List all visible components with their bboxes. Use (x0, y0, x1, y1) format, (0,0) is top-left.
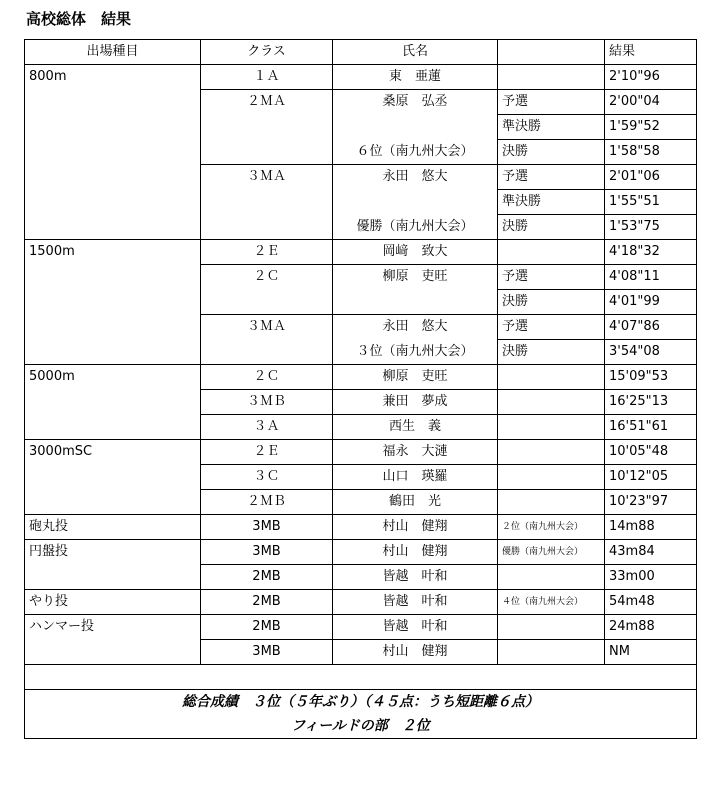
result-cell: 10'12"05 (605, 465, 697, 490)
name-cell: 優勝（南九州大会） (333, 215, 498, 240)
note-cell: 予選 (498, 315, 605, 340)
class-cell: ３Ａ (201, 415, 333, 440)
note-cell: 準決勝 (498, 115, 605, 140)
result-cell: 10'05"48 (605, 440, 697, 465)
note-cell (498, 490, 605, 515)
name-cell: 柳原 吏旺 (333, 365, 498, 390)
name-cell: 村山 健翔 (333, 540, 498, 565)
result-cell: 16'25"13 (605, 390, 697, 415)
name-cell: 西生 義 (333, 415, 498, 440)
class-cell (201, 190, 333, 215)
class-cell: 2MB (201, 590, 333, 615)
note-cell (498, 415, 605, 440)
note-cell (498, 640, 605, 665)
result-cell: 24m88 (605, 615, 697, 640)
result-cell: 16'51"61 (605, 415, 697, 440)
result-cell: 15'09"53 (605, 365, 697, 390)
name-cell: 柳原 吏旺 (333, 265, 498, 290)
name-cell: 東 亜蓮 (333, 65, 498, 90)
note-cell: 予選 (498, 265, 605, 290)
class-cell: ３ＭＡ (201, 315, 333, 340)
blank-cell (25, 665, 697, 690)
document-title: 高校総体 結果 (26, 10, 132, 28)
class-cell: 2MB (201, 565, 333, 590)
result-cell: 3'54"08 (605, 340, 697, 365)
note-cell: 予選 (498, 90, 605, 115)
name-cell: ６位（南九州大会） (333, 140, 498, 165)
result-cell: 33m00 (605, 565, 697, 590)
note-cell: 決勝 (498, 140, 605, 165)
note-cell (498, 65, 605, 90)
result-cell: 10'23"97 (605, 490, 697, 515)
class-cell: ２Ｅ (201, 440, 333, 465)
table-row (25, 65, 697, 90)
class-cell (201, 340, 333, 365)
note-cell: 決勝 (498, 215, 605, 240)
table-row (25, 240, 697, 265)
table-row (25, 515, 697, 540)
result-cell: 1'58"58 (605, 140, 697, 165)
class-cell (201, 290, 333, 315)
note-cell (498, 440, 605, 465)
table-row (25, 540, 697, 565)
event-cell: 砲丸投 (25, 515, 201, 540)
results-table (24, 39, 697, 739)
name-cell: 村山 健翔 (333, 515, 498, 540)
result-cell: 43m84 (605, 540, 697, 565)
header-note (498, 40, 605, 65)
note-cell (498, 465, 605, 490)
table-row (25, 590, 697, 615)
header-result: 結果 (605, 40, 697, 65)
class-cell: ３ＭＢ (201, 390, 333, 415)
class-cell: ３ＭＡ (201, 165, 333, 190)
class-cell (201, 115, 333, 140)
header-class: クラス (201, 40, 333, 65)
name-cell: 皆越 叶和 (333, 615, 498, 640)
result-cell: 1'59"52 (605, 115, 697, 140)
result-cell: 1'53"75 (605, 215, 697, 240)
note-cell (498, 565, 605, 590)
class-cell: 3MB (201, 515, 333, 540)
name-cell: 皆越 叶和 (333, 565, 498, 590)
name-cell: ３位（南九州大会） (333, 340, 498, 365)
class-cell: ２Ｃ (201, 365, 333, 390)
class-cell: ２Ｃ (201, 265, 333, 290)
event-cell: 5000m (25, 365, 201, 440)
name-cell (333, 290, 498, 315)
name-cell: 村山 健翔 (333, 640, 498, 665)
result-cell: 4'08"11 (605, 265, 697, 290)
class-cell (201, 215, 333, 240)
note-cell (498, 390, 605, 415)
class-cell: １Ａ (201, 65, 333, 90)
header-row (25, 40, 697, 65)
name-cell: 鶴田 光 (333, 490, 498, 515)
name-cell: 永田 悠大 (333, 315, 498, 340)
summary-overall: 総合成績 ３位（５年ぶり）（４５点：うち短距離６点） (25, 690, 697, 715)
event-cell: ハンマー投 (25, 615, 201, 665)
result-cell: 4'07"86 (605, 315, 697, 340)
name-cell: 皆越 叶和 (333, 590, 498, 615)
note-cell (498, 365, 605, 390)
result-cell: 4'18"32 (605, 240, 697, 265)
result-cell: 1'55"51 (605, 190, 697, 215)
note-cell: 予選 (498, 165, 605, 190)
name-cell: 兼田 夢成 (333, 390, 498, 415)
name-cell: 山口 瑛羅 (333, 465, 498, 490)
event-cell: 円盤投 (25, 540, 201, 590)
header-name: 氏名 (333, 40, 498, 65)
class-cell: 2MB (201, 615, 333, 640)
note-cell: 決勝 (498, 290, 605, 315)
result-cell: NM (605, 640, 697, 665)
summary-row (25, 690, 697, 715)
name-cell: 岡﨑 致大 (333, 240, 498, 265)
note-cell (498, 615, 605, 640)
name-cell: 福永 大漣 (333, 440, 498, 465)
result-cell: 2'01"06 (605, 165, 697, 190)
result-cell: 2'10"96 (605, 65, 697, 90)
table-row (25, 440, 697, 465)
table-row (25, 615, 697, 640)
summary-field: フィールドの部 ２位 (25, 714, 697, 739)
name-cell: 永田 悠大 (333, 165, 498, 190)
note-cell: ４位（南九州大会） (498, 590, 605, 615)
class-cell: 3MB (201, 540, 333, 565)
event-cell: 800m (25, 65, 201, 240)
result-cell: 14m88 (605, 515, 697, 540)
result-cell: 4'01"99 (605, 290, 697, 315)
class-cell: ２ＭＢ (201, 490, 333, 515)
header-event: 出場種目 (25, 40, 201, 65)
class-cell: ３Ｃ (201, 465, 333, 490)
name-cell (333, 115, 498, 140)
result-cell: 2'00"04 (605, 90, 697, 115)
name-cell: 桑原 弘丞 (333, 90, 498, 115)
class-cell: 3MB (201, 640, 333, 665)
note-cell: ２位（南九州大会） (498, 515, 605, 540)
event-cell: 1500m (25, 240, 201, 365)
class-cell (201, 140, 333, 165)
event-cell: 3000mSC (25, 440, 201, 515)
note-cell: 優勝（南九州大会） (498, 540, 605, 565)
note-cell (498, 240, 605, 265)
note-cell: 決勝 (498, 340, 605, 365)
name-cell (333, 190, 498, 215)
note-cell: 準決勝 (498, 190, 605, 215)
table-row (25, 365, 697, 390)
result-cell: 54m48 (605, 590, 697, 615)
blank-row (25, 665, 697, 690)
class-cell: ２ＭＡ (201, 90, 333, 115)
summary-row (25, 714, 697, 739)
event-cell: やり投 (25, 590, 201, 615)
class-cell: ２Ｅ (201, 240, 333, 265)
